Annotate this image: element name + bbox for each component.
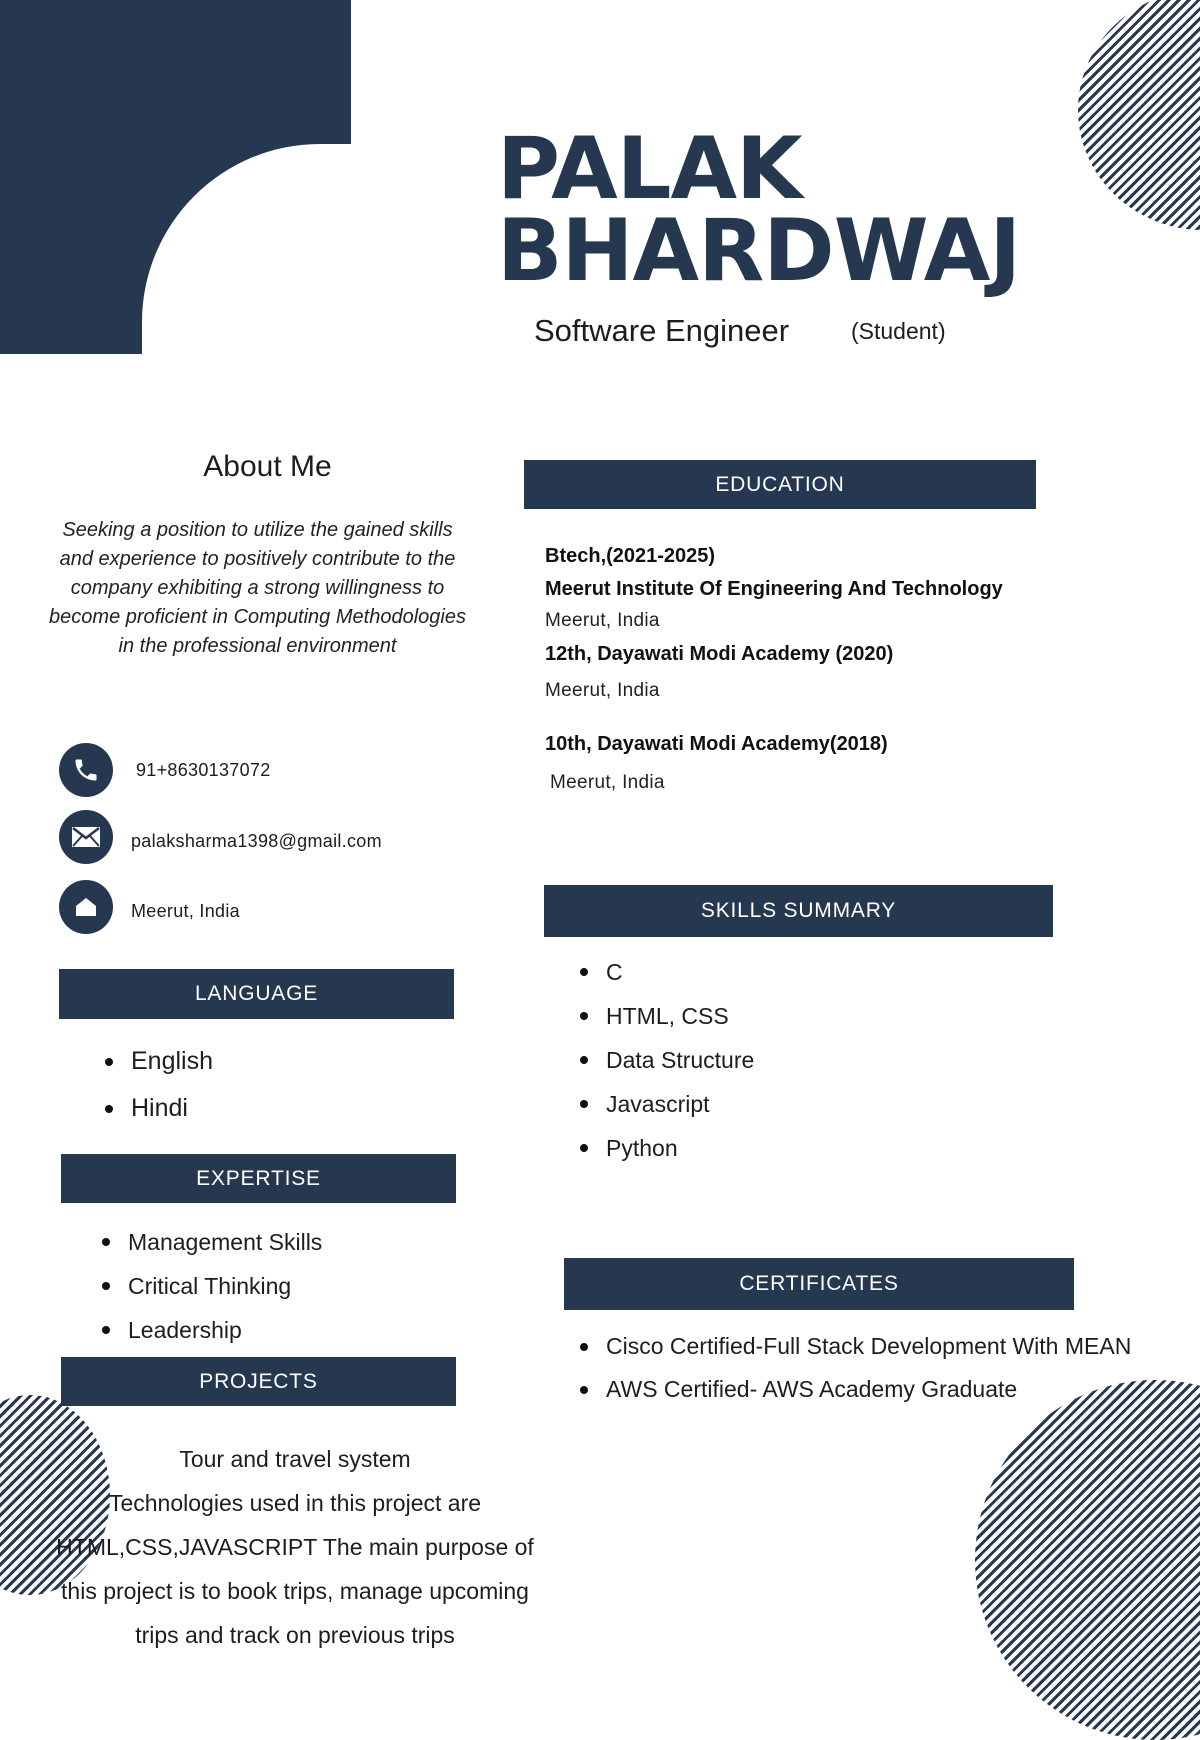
list-item: HTML, CSS (606, 994, 754, 1038)
list-item: Python (606, 1126, 754, 1170)
project-description: Technologies used in this project are HTML,CSS,JAVASCRIPT The main purpose of this project is to book trips, manage upcoming trips and track on previous trips (56, 1490, 534, 1648)
certificates-list (606, 1325, 1146, 1411)
list-item: Critical Thinking (128, 1264, 322, 1308)
list-item: Management Skills (128, 1220, 322, 1264)
education-degree: Btech,(2021-2025) (545, 545, 716, 567)
job-title-note: (Student) (851, 318, 946, 344)
last-name: BHARDWAJ (497, 201, 1021, 301)
striped-circle-decoration (1078, 0, 1200, 230)
about-title: About Me (203, 450, 332, 483)
education-degree: 10th, Dayawati Modi Academy(2018) (545, 733, 888, 755)
phone-number: 91+8630137072 (136, 760, 271, 780)
home-location: Meerut, India (131, 901, 240, 921)
skills-list (606, 950, 754, 1170)
mail-icon (59, 810, 113, 864)
education-header: EDUCATION (524, 460, 1036, 509)
email-address: palaksharma1398@gmail.com (131, 831, 382, 851)
list-item: AWS Certified- AWS Academy Graduate (606, 1368, 1146, 1411)
list-item: Hindi (131, 1085, 213, 1132)
project-name: Tour and travel system (179, 1446, 411, 1472)
striped-circle-decoration (975, 1380, 1200, 1740)
phone-icon (59, 743, 113, 797)
list-item: Data Structure (606, 1038, 754, 1082)
education-institute: Meerut Institute Of Engineering And Technology (545, 578, 1003, 600)
language-header: LANGUAGE (59, 969, 454, 1019)
job-title: Software Engineer (534, 313, 790, 348)
candidate-name (497, 119, 1021, 301)
list-item: Javascript (606, 1082, 754, 1126)
about-text: Seeking a position to utilize the gained skills and experience to positively contribute to the company exhibiting a strong willingness to become proficient in Computing Methodologies in the professional environment (49, 519, 466, 657)
expertise-header: EXPERTISE (61, 1154, 456, 1203)
education-location: Meerut, India (545, 610, 660, 631)
home-icon (59, 880, 113, 934)
list-item: English (131, 1038, 213, 1085)
project-block (40, 1437, 550, 1657)
expertise-list (128, 1220, 322, 1352)
projects-header: PROJECTS (61, 1357, 456, 1406)
education-degree: 12th, Dayawati Modi Academy (2020) (545, 643, 894, 665)
education-location: Meerut, India (550, 772, 665, 793)
skills-header: SKILLS SUMMARY (544, 885, 1053, 937)
list-item: C (606, 950, 754, 994)
education-location: Meerut, India (545, 680, 660, 701)
first-name: PALAK (497, 119, 802, 219)
corner-decoration (0, 0, 351, 354)
list-item: Leadership (128, 1308, 322, 1352)
list-item: Cisco Certified-Full Stack Development With MEAN (606, 1325, 1146, 1368)
language-list (131, 1038, 213, 1132)
certificates-header: CERTIFICATES (564, 1258, 1074, 1310)
